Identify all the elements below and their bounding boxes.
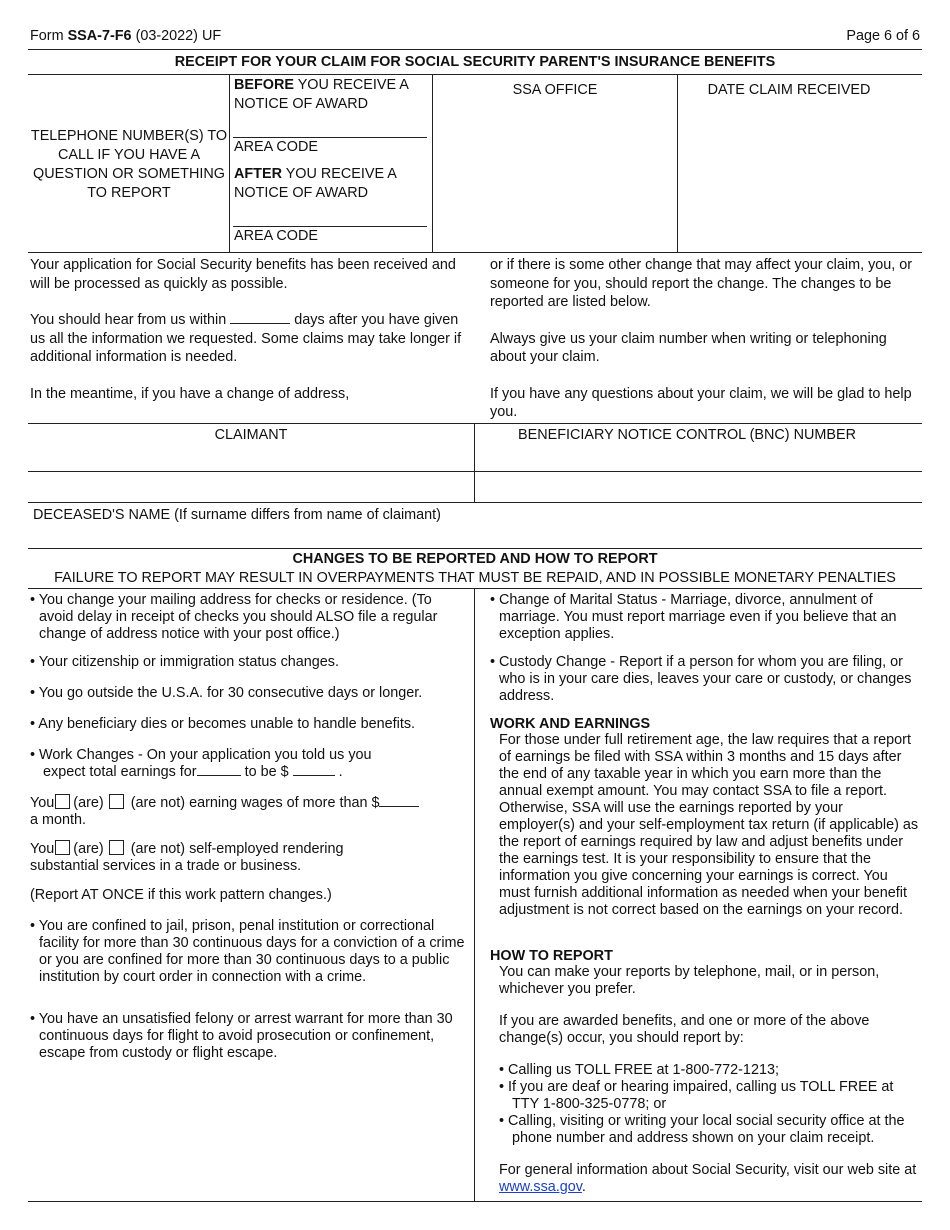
wages-are-checkbox[interactable]	[55, 794, 70, 809]
changes-title: CHANGES TO BE REPORTED AND HOW TO REPORT	[292, 551, 658, 567]
change-item-beneficiary: • Any beneficiary dies or becomes unable to handle benefits.	[30, 716, 416, 732]
how-list-item: • Calling, visiting or writing your local social security office at the phone number and address shown on your claim receipt.	[499, 1113, 905, 1146]
days-blank[interactable]	[230, 323, 290, 324]
phone-field-line	[233, 137, 427, 138]
claimant-label: CLAIMANT	[214, 427, 288, 443]
phone-label: TELEPHONE NUMBER(S) TO CALL IF YOU HAVE A QUESTION OR SOMETHING TO REPORT	[30, 128, 228, 201]
self-employed-line-end: substantial services in a trade or business.	[30, 858, 302, 874]
wages-line: You (are) (are not) earning wages of more than $ a month.	[30, 794, 470, 829]
page-number: Page 6 of 6	[846, 28, 920, 44]
wages-line-end: a month.	[30, 812, 86, 828]
intro-paragraph: or if there is some other change that may affect your claim, you, or someone for you, should report the change. The changes to be reported are listed below.	[490, 257, 913, 310]
intro-paragraph: You should hear from us within days after you have given us all the information we requested. Some claims may take longer if additional information is needed.	[30, 312, 462, 365]
wages-amount-blank[interactable]	[379, 806, 419, 807]
bnc-label: BENEFICIARY NOTICE CONTROL (BNC) NUMBER	[518, 427, 856, 443]
before-award-label: BEFORE YOU RECEIVE A NOTICE OF AWARD	[234, 77, 409, 112]
change-item-travel: • You go outside the U.S.A. for 30 consecutive days or longer.	[30, 685, 423, 701]
intro-paragraph: If you have any questions about your claim, we will be glad to help you.	[490, 385, 912, 420]
change-item-confinement: • You are confined to jail, prison, penal institution or correctional facility for more than 30 continuous days for a conviction of a crime or you are confined for more than 30 continuous days to a public institution by court order in connection with a crime.	[30, 918, 465, 985]
how-paragraph: If you are awarded benefits, and one or more of the above change(s) occur, you should report by:	[499, 1013, 870, 1046]
divider	[28, 74, 922, 75]
how-list	[499, 1062, 922, 1147]
divider	[28, 423, 922, 424]
how-list-item: • Calling us TOLL FREE at 1-800-772-1213;	[499, 1062, 779, 1078]
area-code-label: AREA CODE	[234, 228, 318, 244]
change-item-citizenship: • Your citizenship or immigration status changes.	[30, 654, 339, 670]
divider	[28, 1201, 922, 1202]
change-item-address: • You change your mailing address for checks or residence. (To avoid delay in receipt of checks you should ALSO file a regular change of address notice with your post office.)	[30, 592, 438, 642]
work-earnings-line: expect total earnings for to be $ .	[43, 764, 343, 780]
divider	[677, 74, 678, 253]
change-item-custody: • Custody Change - Report if a person for whom you are filing, or who is in your care dies, leaves your care or custody, or changes address.	[490, 654, 912, 704]
self-employed-are-checkbox[interactable]	[55, 840, 70, 855]
report-at-once-note: (Report AT ONCE if this work pattern changes.)	[30, 887, 332, 903]
change-item-warrant: • You have an unsatisfied felony or arrest warrant for more than 30 continuous days for flight to avoid prosecution or confinement, escape from custody or flight escape.	[30, 1011, 453, 1061]
divider	[432, 74, 433, 253]
intro-paragraph: In the meantime, if you have a change of address,	[30, 385, 350, 402]
date-claim-label: DATE CLAIM RECEIVED	[707, 82, 871, 98]
self-employed-are-not-checkbox[interactable]	[109, 840, 124, 855]
intro-paragraph: Your application for Social Security benefits has been received and will be processed as quickly as possible.	[30, 257, 456, 292]
divider	[229, 74, 230, 253]
divider	[28, 588, 922, 589]
how-list-item: • If you are deaf or hearing impaired, calling us TOLL FREE at TTY 1-800-325-0778; or	[499, 1079, 894, 1112]
work-earnings-heading: WORK AND EARNINGS	[490, 716, 651, 732]
divider	[28, 49, 922, 50]
changes-warning: FAILURE TO REPORT MAY RESULT IN OVERPAYMENTS THAT MUST BE REPAID, AND IN POSSIBLE MONETARY PENALTIES	[54, 570, 896, 586]
earnings-year-blank[interactable]	[197, 775, 241, 776]
wages-are-not-checkbox[interactable]	[109, 794, 124, 809]
divider	[28, 252, 922, 253]
intro-paragraph: Always give us your claim number when writing or telephoning about your claim.	[490, 330, 887, 365]
divider	[28, 471, 922, 472]
self-employed-line: You (are) (are not) self-employed rendering substantial services in a trade or business.	[30, 840, 470, 875]
how-paragraph: For general information about Social Security, visit our web site at www.ssa.gov.	[499, 1162, 917, 1195]
how-to-report-text	[490, 964, 922, 1196]
phone-field-line	[233, 226, 427, 227]
after-award-label: AFTER YOU RECEIVE A NOTICE OF AWARD	[234, 166, 397, 201]
how-paragraph: You can make your reports by telephone, mail, or in person, whichever you prefer.	[499, 964, 880, 997]
ssa-website-link[interactable]: www.ssa.gov	[499, 1179, 582, 1195]
deceased-name-label: DECEASED'S NAME (If surname differs from name of claimant)	[33, 507, 441, 523]
receipt-title: RECEIPT FOR YOUR CLAIM FOR SOCIAL SECURITY PARENT'S INSURANCE BENEFITS	[174, 54, 776, 70]
work-earnings-text: For those under full retirement age, the law requires that a report of earnings be filed with SSA within 3 months and 15 days after the end of any taxable year in which you earn more than the annual exempt amount. You may contact SSA to file a report. Otherwise, SSA will use the earnings reported by your employer(s) and your self-employment tax return (if applicable) as the report of earnings required by law and adjust benefits under the earnings test. It is your responsibility to ensure that the information you give concerning your earnings is correct. You must furnish additional information as needed when your benefit adjustment is not correct based on the earnings on your record.	[499, 732, 919, 918]
divider	[474, 588, 475, 1201]
area-code-label: AREA CODE	[234, 139, 318, 155]
divider	[28, 548, 922, 549]
earnings-amount-blank[interactable]	[293, 775, 335, 776]
change-item-work: • Work Changes - On your application you told us you expect total earnings for to be $ .	[30, 747, 470, 781]
ssa-office-label: SSA OFFICE	[512, 82, 598, 98]
intro-right	[490, 256, 922, 422]
form-number: Form SSA-7-F6 (03-2022) UF	[30, 28, 222, 44]
divider	[28, 502, 922, 503]
intro-left	[30, 256, 462, 403]
change-item-marital: • Change of Marital Status - Marriage, divorce, annulment of marriage. You must report marriage even if you believe that an exception applies.	[490, 592, 897, 642]
how-to-report-heading: HOW TO REPORT	[490, 948, 613, 964]
